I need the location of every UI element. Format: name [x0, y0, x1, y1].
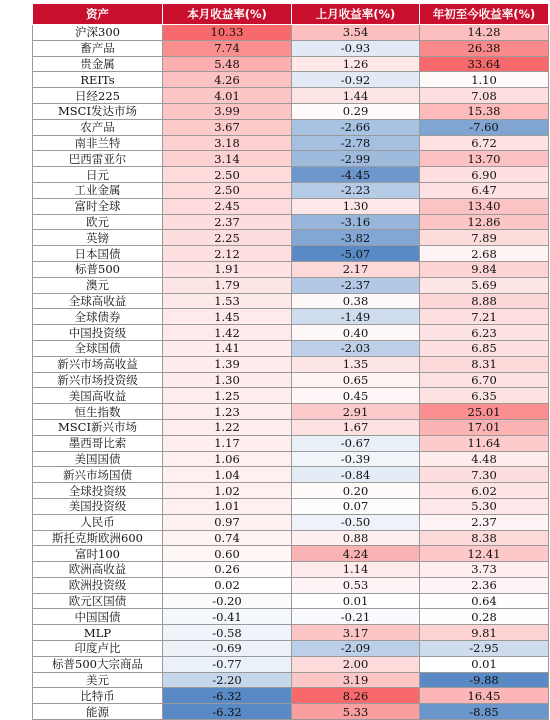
table-row — [33, 167, 549, 183]
table-row — [33, 704, 549, 720]
last-month-return-cell: -0.67 — [292, 435, 420, 451]
month-return-cell: 1.39 — [163, 356, 292, 372]
table-row — [33, 688, 549, 704]
last-month-return-cell: -0.50 — [292, 514, 420, 530]
asset-name-cell: 日本国债 — [33, 246, 163, 262]
asset-name-cell: MSCI新兴市场 — [33, 419, 163, 435]
asset-name-cell: 标普500大宗商品 — [33, 656, 163, 672]
asset-name-cell: 比特币 — [33, 688, 163, 704]
month-return-cell: 2.45 — [163, 198, 292, 214]
last-month-return-cell: -2.09 — [292, 641, 420, 657]
last-month-return-cell: 2.17 — [292, 261, 420, 277]
last-month-return-cell: -2.99 — [292, 151, 420, 167]
last-month-return-cell: -0.39 — [292, 451, 420, 467]
last-month-return-cell: -3.82 — [292, 230, 420, 246]
asset-name-cell: 全球投资级 — [33, 483, 163, 499]
month-return-cell: 1.42 — [163, 325, 292, 341]
table-row — [33, 498, 549, 514]
month-return-cell: 3.14 — [163, 151, 292, 167]
last-month-return-cell: 0.29 — [292, 103, 420, 119]
month-return-cell: 1.17 — [163, 435, 292, 451]
table-row — [33, 325, 549, 341]
last-month-return-cell: 0.88 — [292, 530, 420, 546]
ytd-return-cell: 7.30 — [420, 467, 549, 483]
last-month-return-cell: 0.53 — [292, 577, 420, 593]
last-month-return-cell: -4.45 — [292, 167, 420, 183]
table-row — [33, 309, 549, 325]
last-month-return-cell: 1.30 — [292, 198, 420, 214]
table-row — [33, 356, 549, 372]
ytd-return-cell: -2.95 — [420, 641, 549, 657]
asset-name-cell: 欧元区国债 — [33, 593, 163, 609]
table-row — [33, 577, 549, 593]
table-row — [33, 625, 549, 641]
month-return-cell: 2.37 — [163, 214, 292, 230]
last-month-return-cell: 5.33 — [292, 704, 420, 720]
month-return-cell: 10.33 — [163, 25, 292, 41]
month-return-cell: 1.45 — [163, 309, 292, 325]
asset-name-cell: 全球国债 — [33, 340, 163, 356]
table-row — [33, 293, 549, 309]
month-return-cell: 3.67 — [163, 119, 292, 135]
asset-name-cell: 工业金属 — [33, 182, 163, 198]
month-return-cell: 1.91 — [163, 261, 292, 277]
header-asset: 资产 — [33, 4, 163, 25]
table-row — [33, 261, 549, 277]
asset-name-cell: 美元 — [33, 672, 163, 688]
asset-name-cell: 贵金属 — [33, 56, 163, 72]
table-row — [33, 562, 549, 578]
table-row — [33, 546, 549, 562]
table-row — [33, 198, 549, 214]
table-row — [33, 103, 549, 119]
ytd-return-cell: 8.38 — [420, 530, 549, 546]
ytd-return-cell: 5.69 — [420, 277, 549, 293]
asset-name-cell: 印度卢比 — [33, 641, 163, 657]
table-row — [33, 593, 549, 609]
ytd-return-cell: 2.36 — [420, 577, 549, 593]
table-row — [33, 656, 549, 672]
ytd-return-cell: 9.81 — [420, 625, 549, 641]
month-return-cell: -2.20 — [163, 672, 292, 688]
ytd-return-cell: 6.85 — [420, 340, 549, 356]
month-return-cell: 1.02 — [163, 483, 292, 499]
returns-table — [32, 3, 549, 720]
month-return-cell: 1.06 — [163, 451, 292, 467]
ytd-return-cell: 6.23 — [420, 325, 549, 341]
ytd-return-cell: 15.38 — [420, 103, 549, 119]
asset-name-cell: 日元 — [33, 167, 163, 183]
month-return-cell: 7.74 — [163, 40, 292, 56]
table-row — [33, 435, 549, 451]
table-row — [33, 451, 549, 467]
ytd-return-cell: 7.89 — [420, 230, 549, 246]
ytd-return-cell: 6.90 — [420, 167, 549, 183]
ytd-return-cell: 8.31 — [420, 356, 549, 372]
asset-name-cell: 新兴市场高收益 — [33, 356, 163, 372]
month-return-cell: 2.12 — [163, 246, 292, 262]
last-month-return-cell: 1.44 — [292, 88, 420, 104]
ytd-return-cell: 12.41 — [420, 546, 549, 562]
asset-name-cell: 英镑 — [33, 230, 163, 246]
last-month-return-cell: -3.16 — [292, 214, 420, 230]
ytd-return-cell: 11.64 — [420, 435, 549, 451]
asset-name-cell: 斯托克斯欧洲600 — [33, 530, 163, 546]
ytd-return-cell: 16.45 — [420, 688, 549, 704]
ytd-return-cell: 2.68 — [420, 246, 549, 262]
month-return-cell: 3.18 — [163, 135, 292, 151]
ytd-return-cell: 1.10 — [420, 72, 549, 88]
month-return-cell: -0.41 — [163, 609, 292, 625]
month-return-cell: 3.99 — [163, 103, 292, 119]
asset-name-cell: 美国国债 — [33, 451, 163, 467]
asset-name-cell: 新兴市场投资级 — [33, 372, 163, 388]
ytd-return-cell: 4.48 — [420, 451, 549, 467]
month-return-cell: 1.01 — [163, 498, 292, 514]
ytd-return-cell: 0.01 — [420, 656, 549, 672]
table-row — [33, 246, 549, 262]
ytd-return-cell: -8.85 — [420, 704, 549, 720]
asset-name-cell: MSCI发达市场 — [33, 103, 163, 119]
ytd-return-cell: 6.47 — [420, 182, 549, 198]
asset-name-cell: 畜产品 — [33, 40, 163, 56]
last-month-return-cell: 0.07 — [292, 498, 420, 514]
asset-name-cell: 恒生指数 — [33, 404, 163, 420]
month-return-cell: 4.01 — [163, 88, 292, 104]
month-return-cell: 1.23 — [163, 404, 292, 420]
ytd-return-cell: 8.88 — [420, 293, 549, 309]
table-row — [33, 404, 549, 420]
ytd-return-cell: 6.35 — [420, 388, 549, 404]
table-row — [33, 388, 549, 404]
last-month-return-cell: 1.26 — [292, 56, 420, 72]
last-month-return-cell: 2.00 — [292, 656, 420, 672]
month-return-cell: -6.32 — [163, 704, 292, 720]
asset-name-cell: 沪深300 — [33, 25, 163, 41]
asset-name-cell: 欧洲投资级 — [33, 577, 163, 593]
last-month-return-cell: -0.84 — [292, 467, 420, 483]
last-month-return-cell: 0.01 — [292, 593, 420, 609]
asset-name-cell: 南非兰特 — [33, 135, 163, 151]
table-row — [33, 483, 549, 499]
ytd-return-cell: 17.01 — [420, 419, 549, 435]
month-return-cell: 1.53 — [163, 293, 292, 309]
asset-name-cell: 澳元 — [33, 277, 163, 293]
asset-name-cell: 巴西雷亚尔 — [33, 151, 163, 167]
header-ytd-return: 年初至今收益率(%) — [420, 4, 549, 25]
last-month-return-cell: 3.19 — [292, 672, 420, 688]
table-row — [33, 72, 549, 88]
asset-name-cell: 农产品 — [33, 119, 163, 135]
last-month-return-cell: 1.67 — [292, 419, 420, 435]
month-return-cell: 2.25 — [163, 230, 292, 246]
ytd-return-cell: -7.60 — [420, 119, 549, 135]
month-return-cell: -0.77 — [163, 656, 292, 672]
last-month-return-cell: 3.17 — [292, 625, 420, 641]
header-row — [33, 4, 549, 25]
asset-name-cell: 人民币 — [33, 514, 163, 530]
asset-name-cell: 欧洲高收益 — [33, 562, 163, 578]
table-row — [33, 530, 549, 546]
last-month-return-cell: -2.66 — [292, 119, 420, 135]
table-row — [33, 230, 549, 246]
asset-name-cell: 富时全球 — [33, 198, 163, 214]
last-month-return-cell: 0.45 — [292, 388, 420, 404]
table-row — [33, 214, 549, 230]
last-month-return-cell: 1.35 — [292, 356, 420, 372]
table-row — [33, 372, 549, 388]
table-row — [33, 151, 549, 167]
ytd-return-cell: 33.64 — [420, 56, 549, 72]
month-return-cell: 1.04 — [163, 467, 292, 483]
month-return-cell: 0.26 — [163, 562, 292, 578]
ytd-return-cell: 12.86 — [420, 214, 549, 230]
table-row — [33, 419, 549, 435]
last-month-return-cell: -2.78 — [292, 135, 420, 151]
ytd-return-cell: 3.73 — [420, 562, 549, 578]
table-row — [33, 340, 549, 356]
last-month-return-cell: 0.40 — [292, 325, 420, 341]
last-month-return-cell: 3.54 — [292, 25, 420, 41]
month-return-cell: 5.48 — [163, 56, 292, 72]
last-month-return-cell: -1.49 — [292, 309, 420, 325]
header-last-month-return: 上月收益率(%) — [292, 4, 420, 25]
table-row — [33, 40, 549, 56]
last-month-return-cell: 4.24 — [292, 546, 420, 562]
last-month-return-cell: -2.03 — [292, 340, 420, 356]
ytd-return-cell: 7.21 — [420, 309, 549, 325]
month-return-cell: 1.41 — [163, 340, 292, 356]
ytd-return-cell: 14.28 — [420, 25, 549, 41]
last-month-return-cell: -0.92 — [292, 72, 420, 88]
asset-name-cell: 全球债券 — [33, 309, 163, 325]
month-return-cell: 2.50 — [163, 167, 292, 183]
last-month-return-cell: -2.37 — [292, 277, 420, 293]
table-row — [33, 56, 549, 72]
month-return-cell: 1.79 — [163, 277, 292, 293]
last-month-return-cell: 0.65 — [292, 372, 420, 388]
header-month-return: 本月收益率(%) — [163, 4, 292, 25]
asset-name-cell: 美国高收益 — [33, 388, 163, 404]
month-return-cell: -0.58 — [163, 625, 292, 641]
last-month-return-cell: 0.20 — [292, 483, 420, 499]
table-row — [33, 514, 549, 530]
last-month-return-cell: 8.26 — [292, 688, 420, 704]
month-return-cell: -0.20 — [163, 593, 292, 609]
table-row — [33, 135, 549, 151]
table-row — [33, 467, 549, 483]
table-row — [33, 672, 549, 688]
asset-name-cell: 能源 — [33, 704, 163, 720]
ytd-return-cell: -9.88 — [420, 672, 549, 688]
ytd-return-cell: 13.40 — [420, 198, 549, 214]
ytd-return-cell: 5.30 — [420, 498, 549, 514]
last-month-return-cell: 1.14 — [292, 562, 420, 578]
month-return-cell: 0.74 — [163, 530, 292, 546]
asset-name-cell: 美国投资级 — [33, 498, 163, 514]
ytd-return-cell: 6.02 — [420, 483, 549, 499]
asset-name-cell: 欧元 — [33, 214, 163, 230]
table-row — [33, 277, 549, 293]
last-month-return-cell: -5.07 — [292, 246, 420, 262]
asset-name-cell: 全球高收益 — [33, 293, 163, 309]
ytd-return-cell: 25.01 — [420, 404, 549, 420]
month-return-cell: -0.69 — [163, 641, 292, 657]
asset-name-cell: 墨西哥比索 — [33, 435, 163, 451]
last-month-return-cell: 0.38 — [292, 293, 420, 309]
asset-name-cell: 日经225 — [33, 88, 163, 104]
ytd-return-cell: 6.70 — [420, 372, 549, 388]
table-row — [33, 609, 549, 625]
table-body — [33, 25, 549, 720]
month-return-cell: 4.26 — [163, 72, 292, 88]
ytd-return-cell: 0.64 — [420, 593, 549, 609]
month-return-cell: -6.32 — [163, 688, 292, 704]
table-row — [33, 641, 549, 657]
month-return-cell: 1.22 — [163, 419, 292, 435]
month-return-cell: 2.50 — [163, 182, 292, 198]
ytd-return-cell: 0.28 — [420, 609, 549, 625]
table-row — [33, 88, 549, 104]
table-row — [33, 25, 549, 41]
asset-name-cell: 富时100 — [33, 546, 163, 562]
ytd-return-cell: 26.38 — [420, 40, 549, 56]
ytd-return-cell: 6.72 — [420, 135, 549, 151]
last-month-return-cell: 2.91 — [292, 404, 420, 420]
month-return-cell: 0.60 — [163, 546, 292, 562]
ytd-return-cell: 2.37 — [420, 514, 549, 530]
last-month-return-cell: -0.21 — [292, 609, 420, 625]
month-return-cell: 1.30 — [163, 372, 292, 388]
table-row — [33, 182, 549, 198]
ytd-return-cell: 13.70 — [420, 151, 549, 167]
last-month-return-cell: -0.93 — [292, 40, 420, 56]
asset-name-cell: REITs — [33, 72, 163, 88]
ytd-return-cell: 7.08 — [420, 88, 549, 104]
month-return-cell: 0.02 — [163, 577, 292, 593]
month-return-cell: 1.25 — [163, 388, 292, 404]
last-month-return-cell: -2.23 — [292, 182, 420, 198]
month-return-cell: 0.97 — [163, 514, 292, 530]
asset-name-cell: 新兴市场国债 — [33, 467, 163, 483]
table-row — [33, 119, 549, 135]
asset-name-cell: 标普500 — [33, 261, 163, 277]
asset-name-cell: 中国国债 — [33, 609, 163, 625]
ytd-return-cell: 9.84 — [420, 261, 549, 277]
asset-name-cell: MLP — [33, 625, 163, 641]
asset-name-cell: 中国投资级 — [33, 325, 163, 341]
